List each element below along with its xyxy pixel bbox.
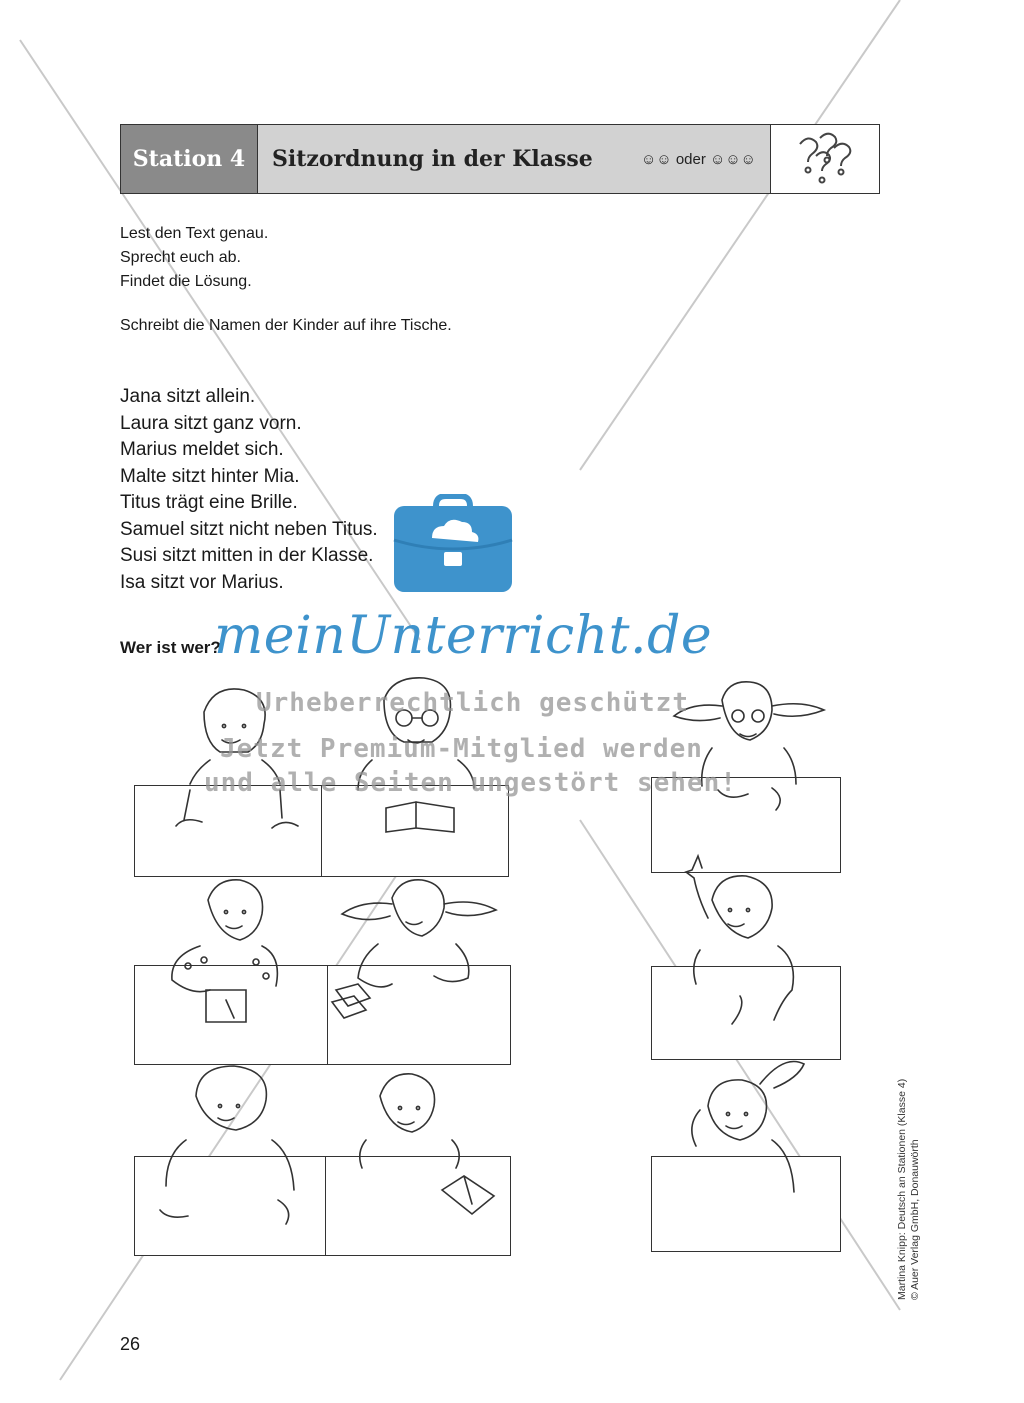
child-drawing (360, 1074, 494, 1214)
credit-line: © Auer Verlag GmbH, Donauwörth (909, 1139, 921, 1300)
story-line: Samuel sitzt nicht neben Titus. (120, 518, 378, 540)
child-drawing (692, 1062, 804, 1193)
level-a: ☺☺ (641, 150, 672, 168)
child-drawing (332, 880, 496, 1018)
child-drawing (160, 1066, 294, 1224)
instruction-write-names: Schreibt die Namen der Kinder auf ihre Tische. (120, 317, 452, 334)
story-line: Titus trägt eine Brille. (120, 492, 298, 513)
level-b: ☺☺☺ (710, 150, 756, 168)
story-line: Isa sitzt vor Marius. (120, 571, 284, 593)
story-line: Jana sitzt allein. (120, 386, 256, 407)
instruction-line: Sprecht euch ab. (120, 249, 241, 266)
question-heading: Wer ist wer? (120, 638, 221, 657)
station-label: Station 4 (121, 125, 258, 193)
story-line: Susi sitzt mitten in der Klasse. (120, 545, 374, 566)
story-line: Malte sitzt hinter Mia. (120, 465, 300, 487)
level-separator: oder (675, 150, 706, 168)
page-title: Sitzordnung in der Klasse (272, 146, 593, 172)
watermark-copyright: Urheberrechtlich geschützt (256, 688, 689, 718)
page-number: 26 (120, 1334, 141, 1354)
child-drawing (172, 880, 278, 1022)
instruction-line: Findet die Lösung. (120, 273, 252, 290)
credit-line: Martina Knipp: Deutsch an Stationen (Klasse 4) (896, 1078, 908, 1300)
story-line: Marius meldet sich. (120, 439, 284, 460)
instruction-line: Lest den Text genau. (120, 225, 269, 242)
story-line: Laura sitzt ganz vorn. (120, 412, 302, 434)
watermark-brand: meinUnterricht.de (214, 606, 713, 666)
watermark-premium: Jetzt Premium-Mitglied werden (220, 734, 703, 764)
publisher-credit (896, 1040, 920, 1300)
watermark-view: und alle Seiten ungestört sehen! (204, 768, 737, 798)
child-drawing (686, 856, 793, 1024)
